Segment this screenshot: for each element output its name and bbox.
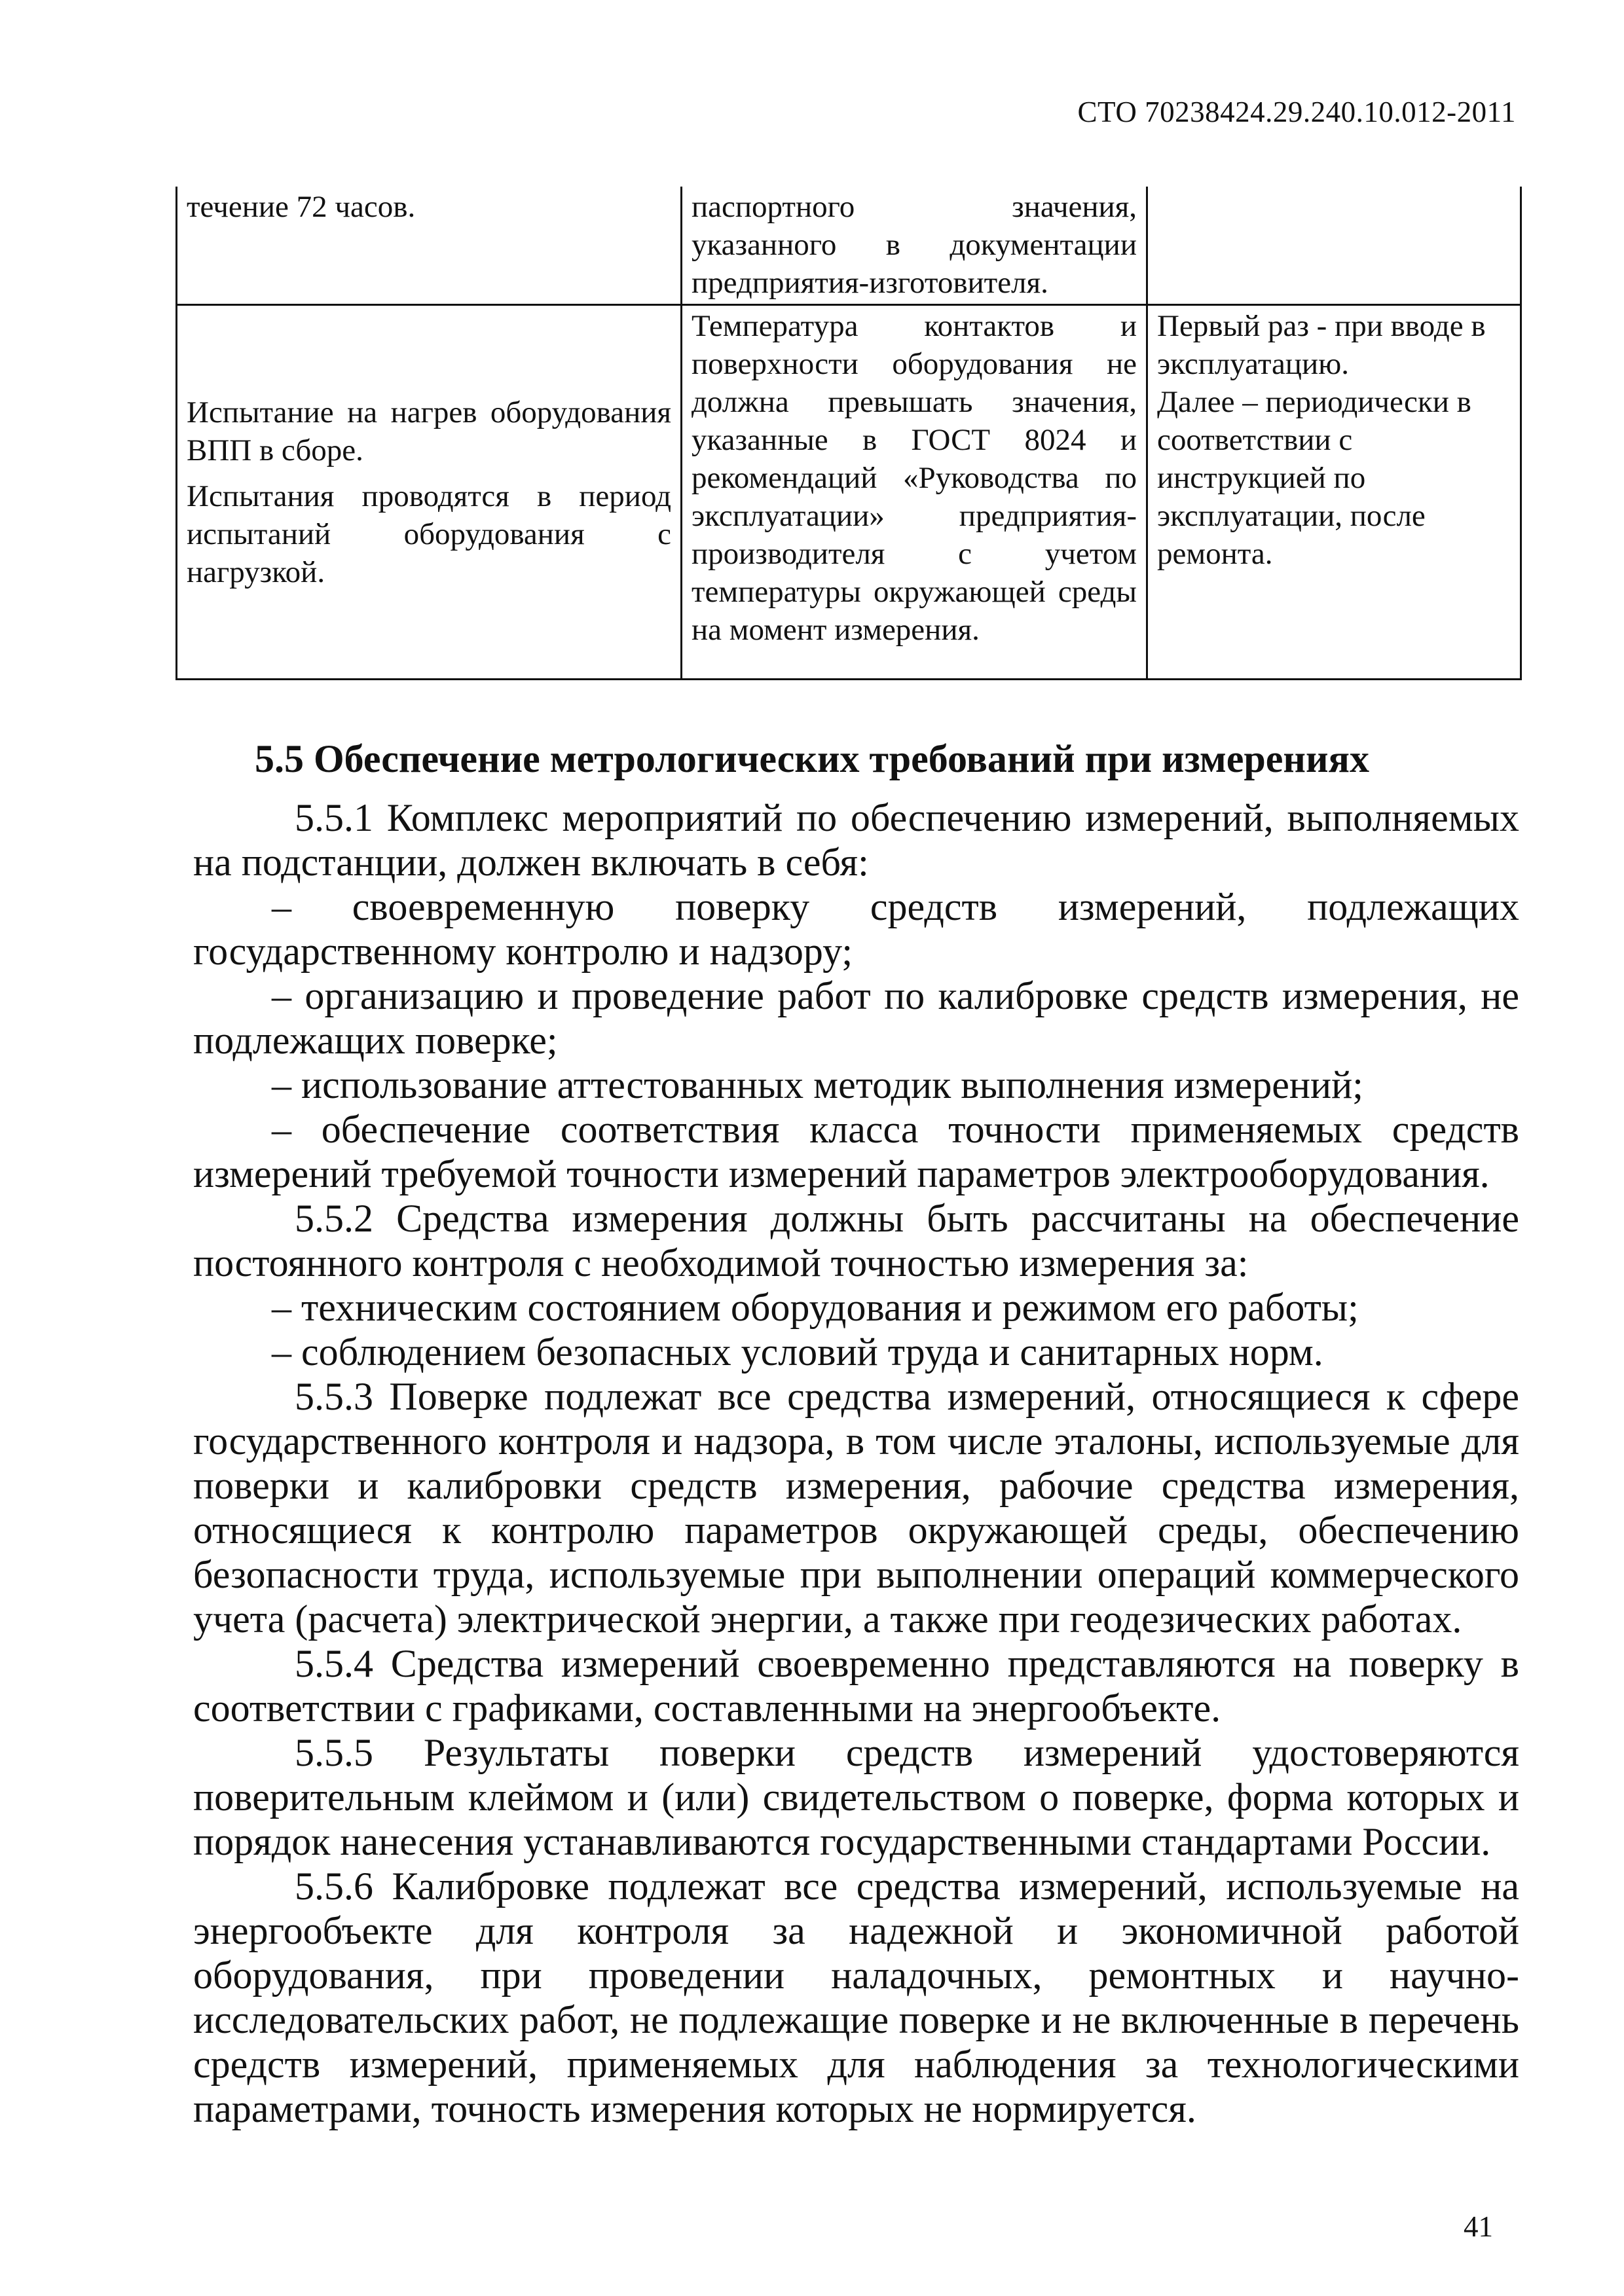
paragraph: 5.5.3 Поверке подлежат все средства измерений, относящиеся к сфере государственного контроля и надзора, в том числе эталоны, используемые для поверки и калибровки средств измерения, рабочие средства измерения, относящиеся к контролю параметров окружающей среды, обеспечению безопасности труда, используемые при выполнении операций коммерческого учета (расчета) электрической энергии, а также при геодезических работах.: [193, 1375, 1519, 1641]
cell-text: Первый раз - при вводе в эксплуатацию.: [1157, 309, 1486, 381]
table-row: [177, 187, 1521, 305]
paragraph: 5.5.4 Средства измерений своевременно представляются на поверку в соответствии с графиками, составленными на энергообъекте.: [193, 1642, 1519, 1730]
section-heading: 5.5 Обеспечение метрологических требований при измерениях: [254, 737, 1370, 780]
cell-text: Испытания проводятся в период испытаний оборудования с нагрузкой.: [187, 479, 671, 589]
table-cell: [682, 305, 1147, 680]
requirements-table: [175, 187, 1522, 680]
page-number: 41: [1464, 2210, 1493, 2243]
table-cell: [682, 187, 1147, 305]
table-cell: [1147, 187, 1521, 305]
table-cell: [1147, 305, 1521, 680]
list-item: – использование аттестованных методик выполнения измерений;: [272, 1063, 1363, 1106]
list-item: – техническим состоянием оборудования и режимом его работы;: [272, 1286, 1359, 1329]
paragraph: 5.5.5 Результаты поверки средств измерений удостоверяются поверительным клеймом и (или) свидетельством о поверке, форма которых и порядок нанесения устанавливаются государственными стандартами России.: [193, 1731, 1519, 1863]
list-item: – соблюдением безопасных условий труда и санитарных норм.: [272, 1330, 1323, 1374]
section-body: [193, 795, 1519, 2131]
list-item: – обеспечение соответствия класса точности применяемых средств измерений требуемой точности измерений параметров электрооборудования.: [193, 1108, 1519, 1195]
paragraph: 5.5.6 Калибровке подлежат все средства измерений, используемые на энергообъекте для контроля за надежной и экономичной работой оборудования, при проведении наладочных, ремонтных и научно-исследовательских работ, не подлежащие поверке и не включенные в перечень средств измерений, применяемых для наблюдения за технологическими параметрами, точность измерения которых не нормируется.: [193, 1865, 1519, 2130]
paragraph: 5.5.1 Комплекс мероприятий по обеспечению измерений, выполняемых на подстанции, должен включать в себя:: [193, 796, 1519, 884]
list-item: – своевременную поверку средств измерений, подлежащих государственному контролю и надзору;: [193, 885, 1519, 973]
document-code: СТО 70238424.29.240.10.012-2011: [1077, 96, 1516, 128]
cell-text: Далее – периодически в соответствии с инструкцией по эксплуатации, после ремонта.: [1157, 385, 1471, 571]
table-row: [177, 305, 1521, 680]
table-cell: [177, 187, 682, 305]
cell-text: течение 72 часов.: [187, 190, 416, 224]
cell-text: паспортного значения, указанного в документации предприятия-изготовителя.: [692, 190, 1137, 300]
table-cell: [177, 305, 682, 680]
list-item: – организацию и проведение работ по калибровке средств измерения, не подлежащих поверке;: [193, 974, 1519, 1062]
cell-text: Температура контактов и поверхности оборудования не должна превышать значения, указанные в ГОСТ 8024 и рекомендаций «Руководства по эксплуатации» предприятия-производителя с учетом температуры окружающей среды на момент измерения.: [692, 309, 1137, 647]
cell-text: Испытание на нагрев оборудования ВПП в сборе.: [187, 395, 671, 467]
paragraph: 5.5.2 Средства измерения должны быть рассчитаны на обеспечение постоянного контроля с необходимой точностью измерения за:: [193, 1197, 1519, 1285]
